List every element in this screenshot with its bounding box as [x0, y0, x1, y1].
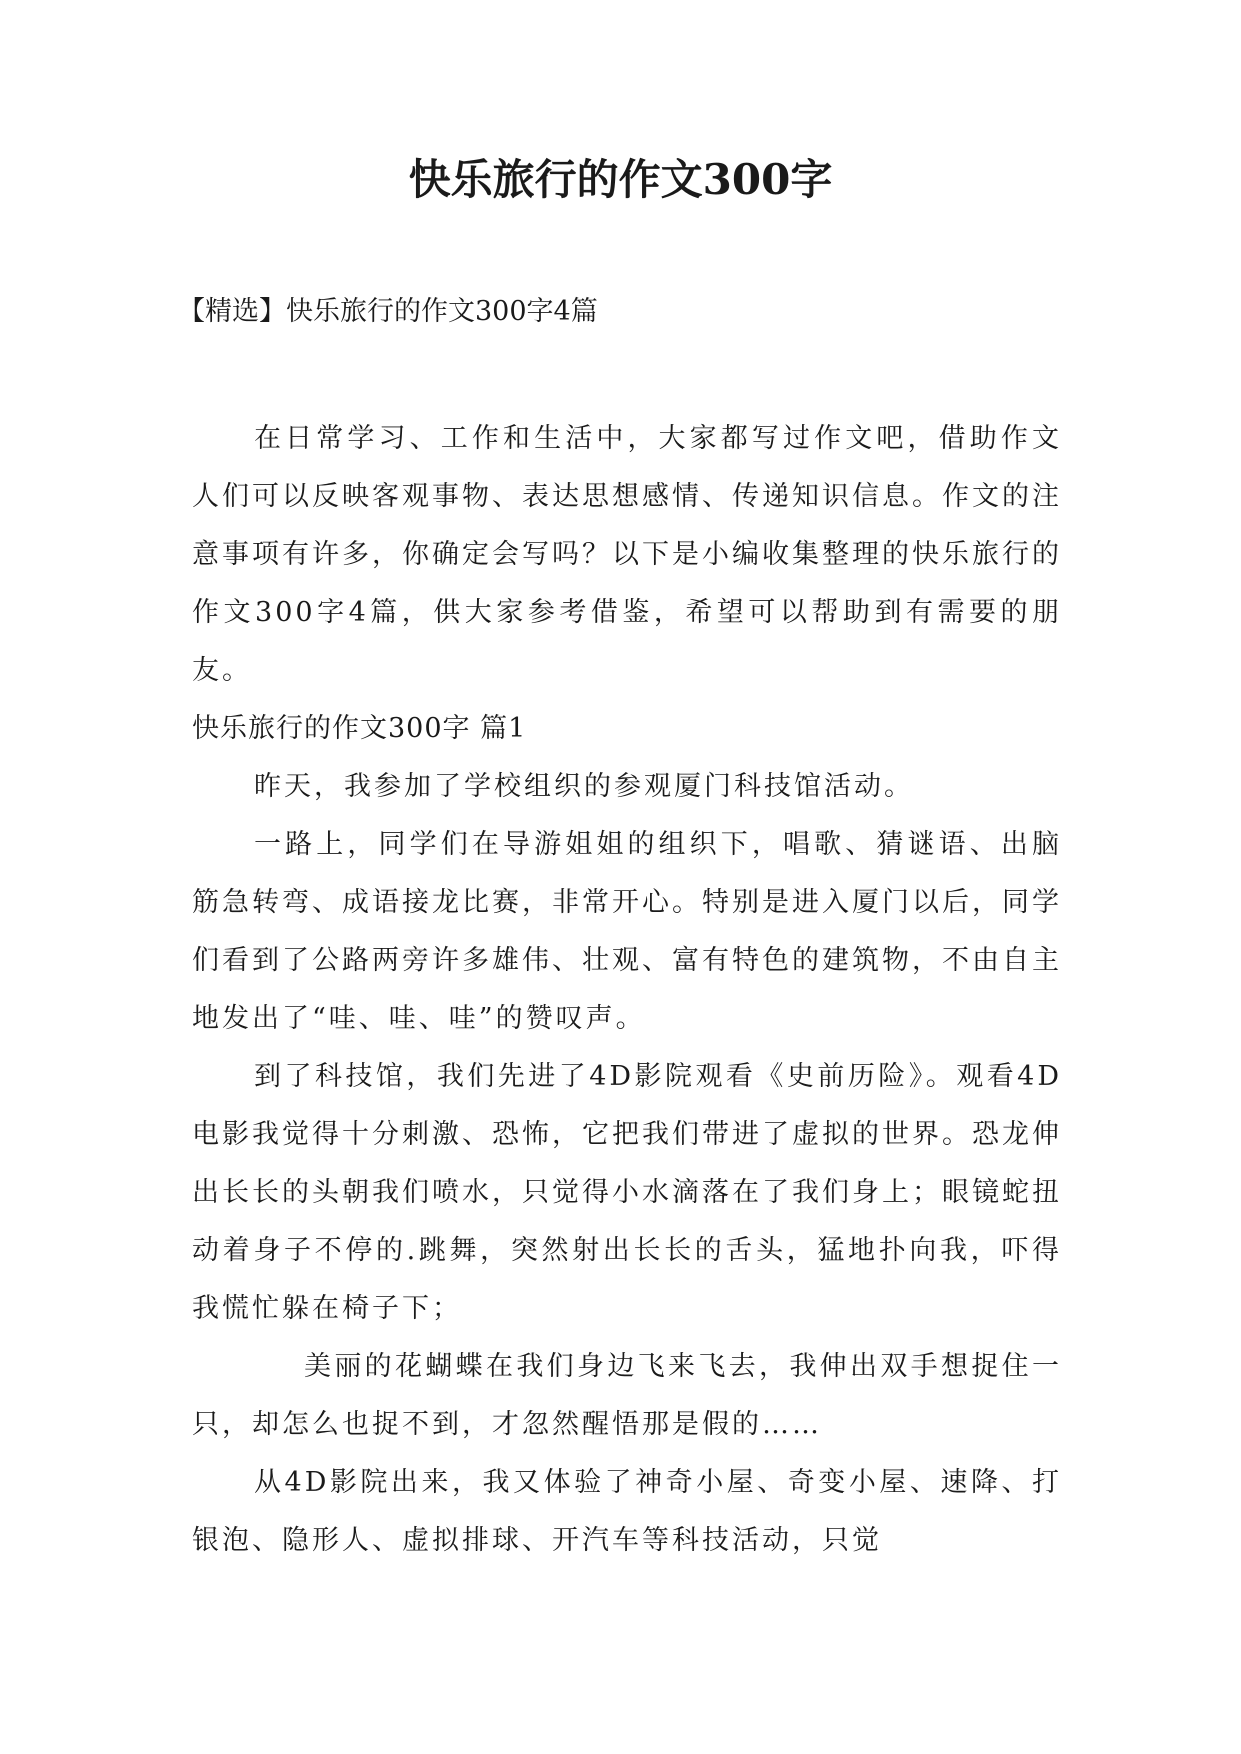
page-title: 快乐旅行的作文300字 [408, 155, 833, 204]
body-paragraph: 美丽的花蝴蝶在我们身边飞来飞去，我伸出双手想捉住一只，却怎么也捉不到，才忽然醒悟那是假的…… [192, 1351, 1062, 1440]
body-paragraph: 从4D影院出来，我又体验了神奇小屋、奇变小屋、速降、打银泡、隐形人、虚拟排球、开汽车等科技活动，只觉 [192, 1467, 1062, 1556]
document-subtitle: 【精选】快乐旅行的作文300字4篇 [178, 296, 598, 327]
intro-paragraph: 在日常学习、工作和生活中，大家都写过作文吧，借助作文人们可以反映客观事物、表达思想感情、传递知识信息。作文的注意事项有许多，你确定会写吗？以下是小编收集整理的快乐旅行的作文300字4篇，供大家参考借鉴，希望可以帮助到有需要的朋友。 [192, 423, 1062, 686]
document-body [192, 410, 1062, 1570]
body-paragraph: 到了科技馆，我们先进了4D影院观看《史前历险》。观看4D电影我觉得十分刺激、恐怖，它把我们带进了虚拟的世界。恐龙伸出长长的头朝我们喷水，只觉得小水滴落在了我们身上；眼镜蛇扭动着身子不停的.跳舞，突然射出长长的舌头，猛地扑向我，吓得我慌忙躲在椅子下； [192, 1061, 1062, 1324]
body-paragraph: 昨天，我参加了学校组织的参观厦门科技馆活动。 [254, 771, 914, 802]
section-heading: 快乐旅行的作文300字 篇1 [192, 713, 527, 744]
body-paragraph: 一路上，同学们在导游姐姐的组织下，唱歌、猜谜语、出脑筋急转弯、成语接龙比赛，非常开心。特别是进入厦门以后，同学们看到了公路两旁许多雄伟、壮观、富有特色的建筑物，不由自主地发出了“哇、哇、哇”的赞叹声。 [192, 829, 1062, 1034]
